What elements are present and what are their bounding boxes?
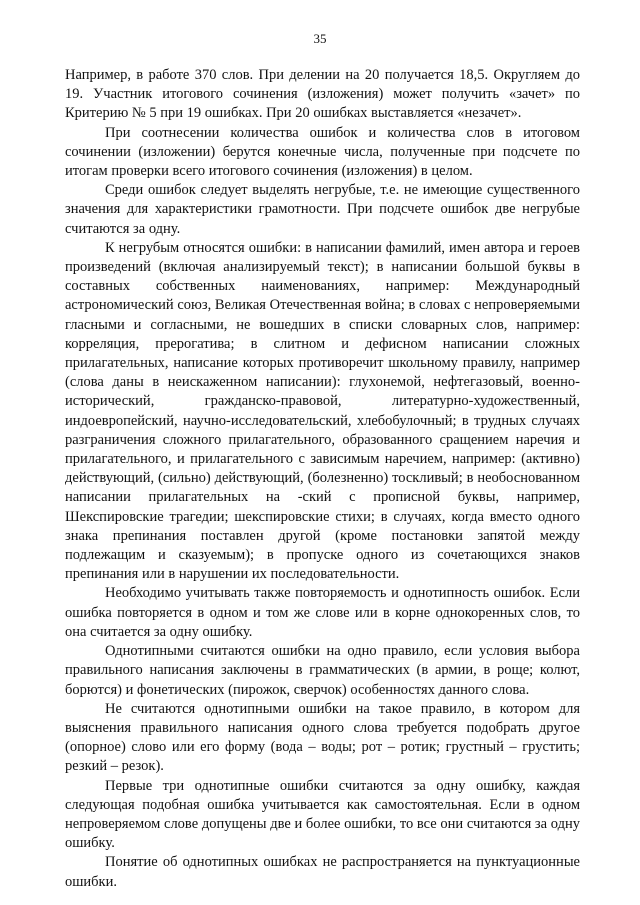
paragraph-9: Понятие об однотипных ошибках не распространяется на пунктуационные ошибки.	[65, 854, 580, 890]
paragraph-6: Однотипными считаются ошибки на одно правило, если условия выбора правильного написания заключены в грамматических (в армии, в роще; колют, борются) и фонетических (пирожок, сверчок) особенностях данного слова.	[65, 643, 580, 698]
paragraph-4: К негрубым относятся ошибки: в написании фамилий, имен автора и героев произведений (включая анализируемый текст); в написании большой буквы в составных собственных наименованиях, например: Международный астрономический союз, Великая Отечественная война; в словах с непроверяемыми гласными и согласными, не вошедших в списки словарных слов, например: корреляция, прерогатива; в слитном и дефисном написании сложных прилагательных, написание которых противоречит школьному правилу, например (слова даны в неискаженном написании): глухонемой, нефтегазовый, военно-исторический, гражданско-правовой, литературно-художественный, индоевропейский, научно-исследовательский, хлебобулочный; в трудных случаях разграничения сложного прилагательного, образованного сращением наречия и прилагательного, и прилагательного с зависимым наречием, например: (активно) действующий, (сильно) действующий, (болезненно) тоскливый; в необоснованном написании прилагательных на -ский с прописной буквы, например, Шекспировские трагедии; шекспировские стихи; в случаях, когда вместо одного знака препинания поставлен другой (кроме постановки запятой между подлежащим и сказуемым); в пропуске одного из сочетающихся знаков препинания или в нарушении их последовательности.	[65, 239, 580, 583]
paragraph-3: Среди ошибок следует выделять негрубые, т.е. не имеющие существенного значения для характеристики грамотности. При подсчете ошибок две негрубые считаются за одну.	[65, 182, 580, 237]
document-body	[65, 66, 580, 892]
paragraph-5: Необходимо учитывать также повторяемость и однотипность ошибок. Если ошибка повторяется в одном и том же слове или в корне однокоренных слов, то она считается за одну ошибку.	[65, 585, 580, 640]
paragraph-1: Например, в работе 370 слов. При делении на 20 получается 18,5. Округляем до 19. Участник итогового сочинения (изложения) может получить «зачет» по Критерию № 5 при 19 ошибках. При 20 ошибках выставляется «незачет».	[65, 67, 580, 122]
paragraph-8: Первые три однотипные ошибки считаются за одну ошибку, каждая следующая подобная ошибка учитывается как самостоятельная. Если в одном непроверяемом слове допущены две и более ошибки, то все они считаются за одну ошибку.	[65, 777, 580, 852]
page-number: 35	[313, 31, 327, 46]
paragraph-7: Не считаются однотипными ошибки на такое правило, в котором для выяснения правильного написания одного слова требуется подобрать другое (опорное) слово или его форму (вода – воды; рот – ротик; грустный – грустить; резкий – резок).	[65, 700, 580, 775]
paragraph-2: При соотнесении количества ошибок и количества слов в итоговом сочинении (изложении) берутся конечные числа, полученные при подсчете по итогам проверки всего итогового сочинения (изложения) в целом.	[65, 124, 580, 180]
